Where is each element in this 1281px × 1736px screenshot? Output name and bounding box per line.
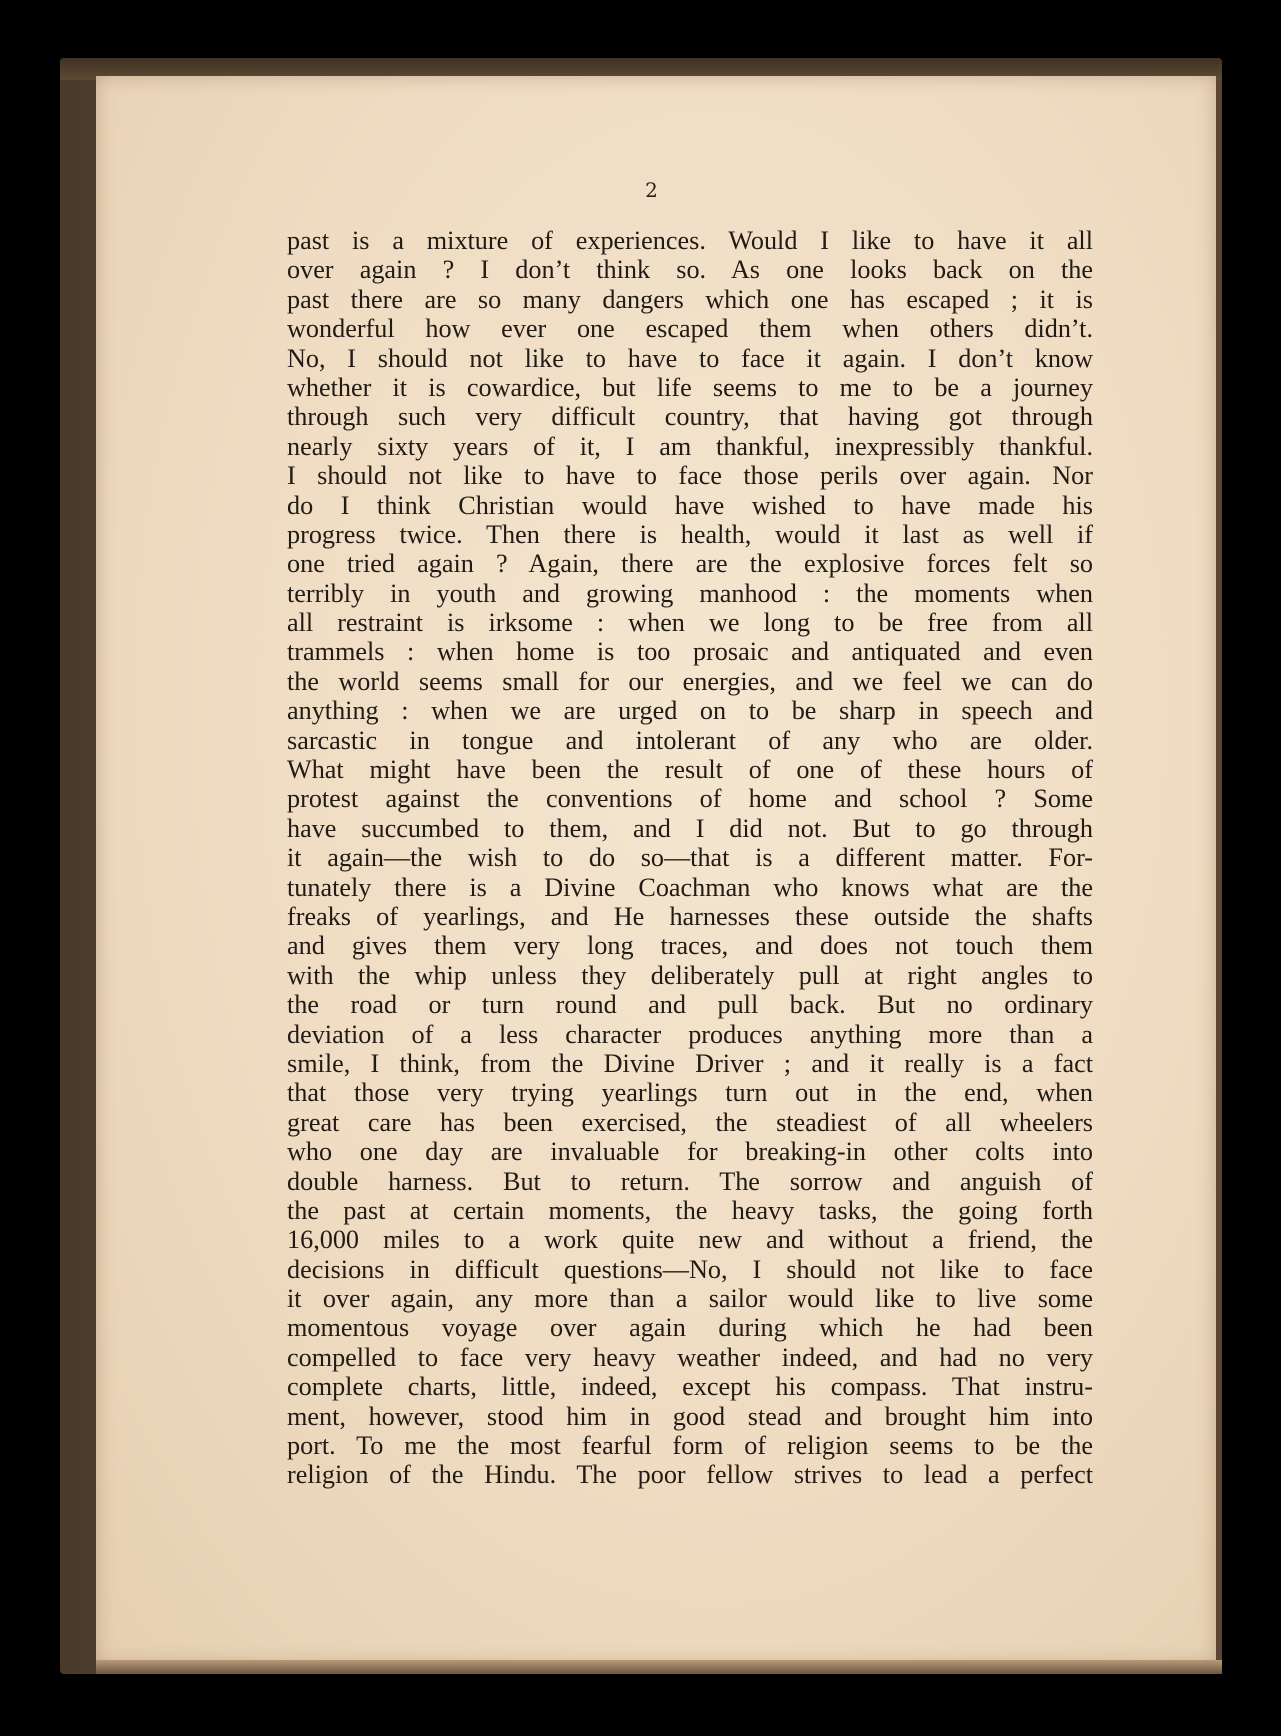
text-line: nearly sixty years of it, I am thankful, inexpressibly thankful.	[287, 431, 1093, 461]
text-line: the road or turn round and pull back. But no ordinary	[287, 990, 1093, 1020]
text-line: What might have been the result of one of these hours of	[287, 755, 1093, 785]
text-line: the past at certain moments, the heavy tasks, the going forth	[287, 1195, 1093, 1225]
body-text	[287, 226, 1093, 1490]
text-line: momentous voyage over again during which he had been	[287, 1313, 1093, 1343]
text-line: tunately there is a Divine Coachman who knows what are the	[287, 872, 1093, 902]
text-line: decisions in difficult questions—No, I should not like to face	[287, 1254, 1093, 1284]
text-line: past is a mixture of experiences. Would I like to have it all	[287, 226, 1093, 255]
text-line: great care has been exercised, the steadiest of all wheelers	[287, 1107, 1093, 1137]
text-line: terribly in youth and growing manhood : the moments when	[287, 578, 1093, 608]
text-line: freaks of yearlings, and He harnesses these outside the shafts	[287, 901, 1093, 931]
text-line: 16,000 miles to a work quite new and without a friend, the	[287, 1225, 1093, 1255]
text-line: trammels : when home is too prosaic and antiquated and even	[287, 637, 1093, 667]
text-line: the world seems small for our energies, and we feel we can do	[287, 666, 1093, 696]
text-line: have succumbed to them, and I did not. But to go through	[287, 813, 1093, 843]
text-line: complete charts, little, indeed, except his compass. That instru-	[287, 1372, 1093, 1402]
text-line: all restraint is irksome : when we long to be free from all	[287, 608, 1093, 638]
text-line: past there are so many dangers which one has escaped ; it is	[287, 284, 1093, 314]
text-line: one tried again ? Again, there are the explosive forces felt so	[287, 549, 1093, 579]
text-line: it over again, any more than a sailor would like to live some	[287, 1284, 1093, 1314]
text-line: progress twice. Then there is health, would it last as well if	[287, 519, 1093, 549]
text-line: compelled to face very heavy weather indeed, and had no very	[287, 1342, 1093, 1372]
text-line: and gives them very long traces, and does not touch them	[287, 931, 1093, 961]
text-line: through such very difficult country, that having got through	[287, 402, 1093, 432]
text-line: No, I should not like to have to face it again. I don’t know	[287, 343, 1093, 373]
text-line: wonderful how ever one escaped them when others didn’t.	[287, 314, 1093, 344]
text-line: protest against the conventions of home and school ? Some	[287, 784, 1093, 814]
text-line: that those very trying yearlings turn out in the end, when	[287, 1078, 1093, 1108]
text-line: do I think Christian would have wished to have made his	[287, 490, 1093, 520]
page-number: 2	[645, 178, 658, 202]
text-line: with the whip unless they deliberately pull at right angles to	[287, 960, 1093, 990]
text-line: double harness. But to return. The sorrow and anguish of	[287, 1166, 1093, 1196]
text-line: sarcastic in tongue and intolerant of any who are older.	[287, 725, 1093, 755]
text-line: ment, however, stood him in good stead and brought him into	[287, 1401, 1093, 1431]
text-line: anything : when we are urged on to be sharp in speech and	[287, 696, 1093, 726]
text-line: whether it is cowardice, but life seems to me to be a journey	[287, 372, 1093, 402]
text-line: smile, I think, from the Divine Driver ; and it really is a fact	[287, 1048, 1093, 1078]
page-bottom-edge	[96, 1660, 1222, 1674]
text-line: deviation of a less character produces anything more than a	[287, 1019, 1093, 1049]
text-line: religion of the Hindu. The poor fellow strives to lead a perfect	[287, 1460, 1093, 1490]
text-line: who one day are invaluable for breaking-in other colts into	[287, 1137, 1093, 1167]
text-line: it again—the wish to do so—that is a different matter. For-	[287, 843, 1093, 873]
text-line: port. To me the most fearful form of religion seems to be the	[287, 1431, 1093, 1461]
text-line: over again ? I don’t think so. As one looks back on the	[287, 255, 1093, 285]
text-line: I should not like to have to face those perils over again. Nor	[287, 461, 1093, 491]
